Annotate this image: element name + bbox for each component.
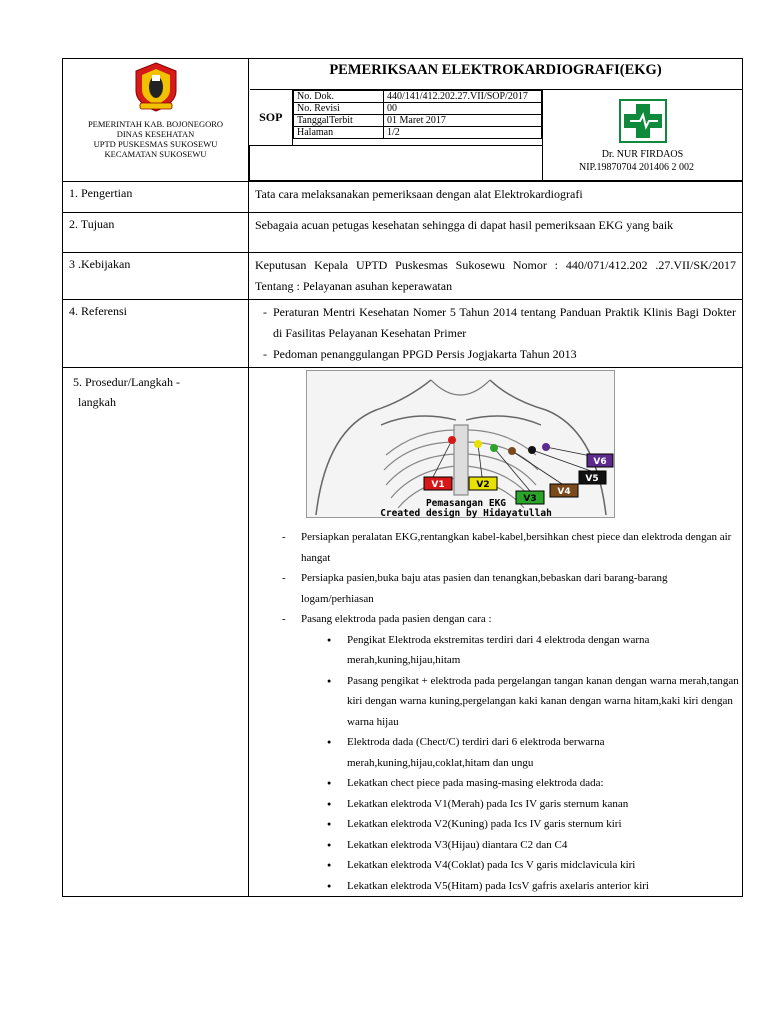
signatory-name: Dr. NUR FIRDAOS <box>601 149 684 160</box>
electrode-step: ● Lekatkan chect piece pada masing-masing elektroda dada: <box>347 773 742 794</box>
electrode-step: ● Pasang pengikat + elektroda pada pergelangan tangan kanan dengan warna merah,tangan kiri dengan warna kuning,pergelangan kaki kanan dengan warna hitam,kaki kiri dengan warna hijau <box>347 671 742 733</box>
meta-value: 00 <box>384 103 542 115</box>
meta-label: Halaman <box>294 127 384 139</box>
row-label-pengertian: 1. Pengertian <box>63 182 249 213</box>
sop-document <box>62 58 742 897</box>
referensi-item: - Peraturan Mentri Kesehatan Nomer 5 Tahun 2014 tentang Panduan Praktik Klinis Bagi Dokter di Fasilitas Pelayanan Kesehatan Primer <box>255 302 736 344</box>
meta-value: 1/2 <box>384 127 542 139</box>
sop-table <box>62 58 743 897</box>
row-text-referensi <box>249 300 743 368</box>
signatory-nip: NIP.19870704 201406 2 002 <box>578 162 694 173</box>
electrode-step: ● Elektroda dada (Chect/C) terdiri dari 6 elektroda berwarna merah,kuning,hijau,coklat,hitam dan ungu <box>347 732 742 773</box>
ekg-electrode-figure <box>306 370 615 518</box>
org-line: PEMERINTAH KAB. BOJONEGORO <box>87 119 224 129</box>
bojonegoro-emblem-icon <box>130 61 182 113</box>
electrode-bullet-list <box>301 630 742 897</box>
procedure-steps <box>249 527 742 896</box>
org-name <box>63 119 248 159</box>
procedure-dash-list <box>249 527 742 896</box>
row-label-referensi: 4. Referensi <box>63 300 249 368</box>
meta-label: No. Revisi <box>294 103 384 115</box>
org-line: DINAS KESEHATAN <box>116 129 195 139</box>
electrode-step: ● Lekatkan elektroda V2(Kuning) pada Ics IV garis sternum kiri <box>347 814 742 835</box>
electrode-v5 <box>528 446 536 454</box>
prosedur-label-line: langkah <box>78 395 116 409</box>
referensi-item: - Pedoman penanggulangan PPGD Persis Jogjakarta Tahun 2013 <box>255 344 736 365</box>
electrode-v6 <box>542 443 550 451</box>
electrode-v2 <box>474 440 482 448</box>
signatory <box>543 148 742 174</box>
electrode-v4 <box>508 447 516 455</box>
electrode-step: ● Lekatkan elektroda V4(Coklat) pada Ics V garis midclavicula kiri <box>347 855 742 876</box>
org-cell <box>63 59 249 182</box>
puskesmas-logo-icon <box>618 98 668 144</box>
meta-value: 01 Maret 2017 <box>384 115 542 127</box>
row-text-prosedur <box>249 368 743 897</box>
procedure-step: - Persiapka pasien,buka baju atas pasien dan tenangkan,bebaskan dari barang-barang logam/perhiasan <box>299 568 742 609</box>
figure-caption: Pemasangan EKG <box>425 498 507 509</box>
header-right-cell <box>249 59 743 182</box>
electrode-step: ● Lekatkan elektroda V1(Merah) pada Ics IV garis sternum kanan <box>347 794 742 815</box>
sop-label: SOP <box>259 110 283 124</box>
electrode-step: ● Lekatkan elektroda V3(Hijau) diantara C2 dan C4 <box>347 835 742 856</box>
row-text-pengertian: Tata cara melaksanakan pemeriksaan dengan alat Elektrokardiografi <box>249 182 743 213</box>
lead-label-v6: V6 <box>593 457 607 467</box>
figure-credit: Created design by Hidayatullah <box>380 508 552 518</box>
lead-label-v1: V1 <box>431 480 445 490</box>
document-meta <box>293 90 542 139</box>
meta-label: No. Dok. <box>294 91 384 103</box>
electrode-v1 <box>448 436 456 444</box>
prosedur-label-line: 5. Prosedur/Langkah - <box>73 375 180 389</box>
row-label-tujuan: 2. Tujuan <box>63 213 249 253</box>
electrode-step: ● Pengikat Elektroda ekstremitas terdiri dari 4 elektroda dengan warna merah,kuning,hijau,hitam <box>347 630 742 671</box>
document-title: PEMERIKSAAN ELEKTROKARDIOGRAFI(EKG) <box>329 62 662 78</box>
lead-label-v3: V3 <box>523 494 537 504</box>
lead-label-v4: V4 <box>557 487 571 497</box>
referensi-list <box>255 302 736 365</box>
electrode-step: ● Lekatkan elektroda V5(Hitam) pada IcsV gafris axelaris anterior kiri <box>347 876 742 897</box>
row-label-kebijakan: 3 .Kebijakan <box>63 253 249 300</box>
row-label-prosedur <box>63 368 249 897</box>
row-text-tujuan: Sebagaia acuan petugas kesehatan sehingga di dapat hasil pemeriksaan EKG yang baik <box>249 213 743 253</box>
electrode-v3 <box>490 444 498 452</box>
lead-label-v5: V5 <box>585 474 599 484</box>
lead-label-v2: V2 <box>476 480 490 490</box>
org-line: KECAMATAN SUKOSEWU <box>104 149 207 159</box>
org-line: UPTD PUSKESMAS SUKOSEWU <box>93 139 218 149</box>
procedure-step-text: Pasang elektroda pada pasien dengan cara : <box>301 613 492 625</box>
procedure-step: - Persiapkan peralatan EKG,rentangkan kabel-kabel,bersihkan chest piece dan elektroda dengan air hangat <box>299 527 742 568</box>
row-text-kebijakan: Keputusan Kepala UPTD Puskesmas Sukosewu Nomor : 440/071/412.202 .27.VII/SK/2017 Tentang : Pelayanan asuhan keperawatan <box>249 253 743 300</box>
meta-label: TanggalTerbit <box>294 115 384 127</box>
meta-value: 440/141/412.202.27.VII/SOP/2017 <box>384 91 542 103</box>
procedure-step <box>299 609 742 896</box>
